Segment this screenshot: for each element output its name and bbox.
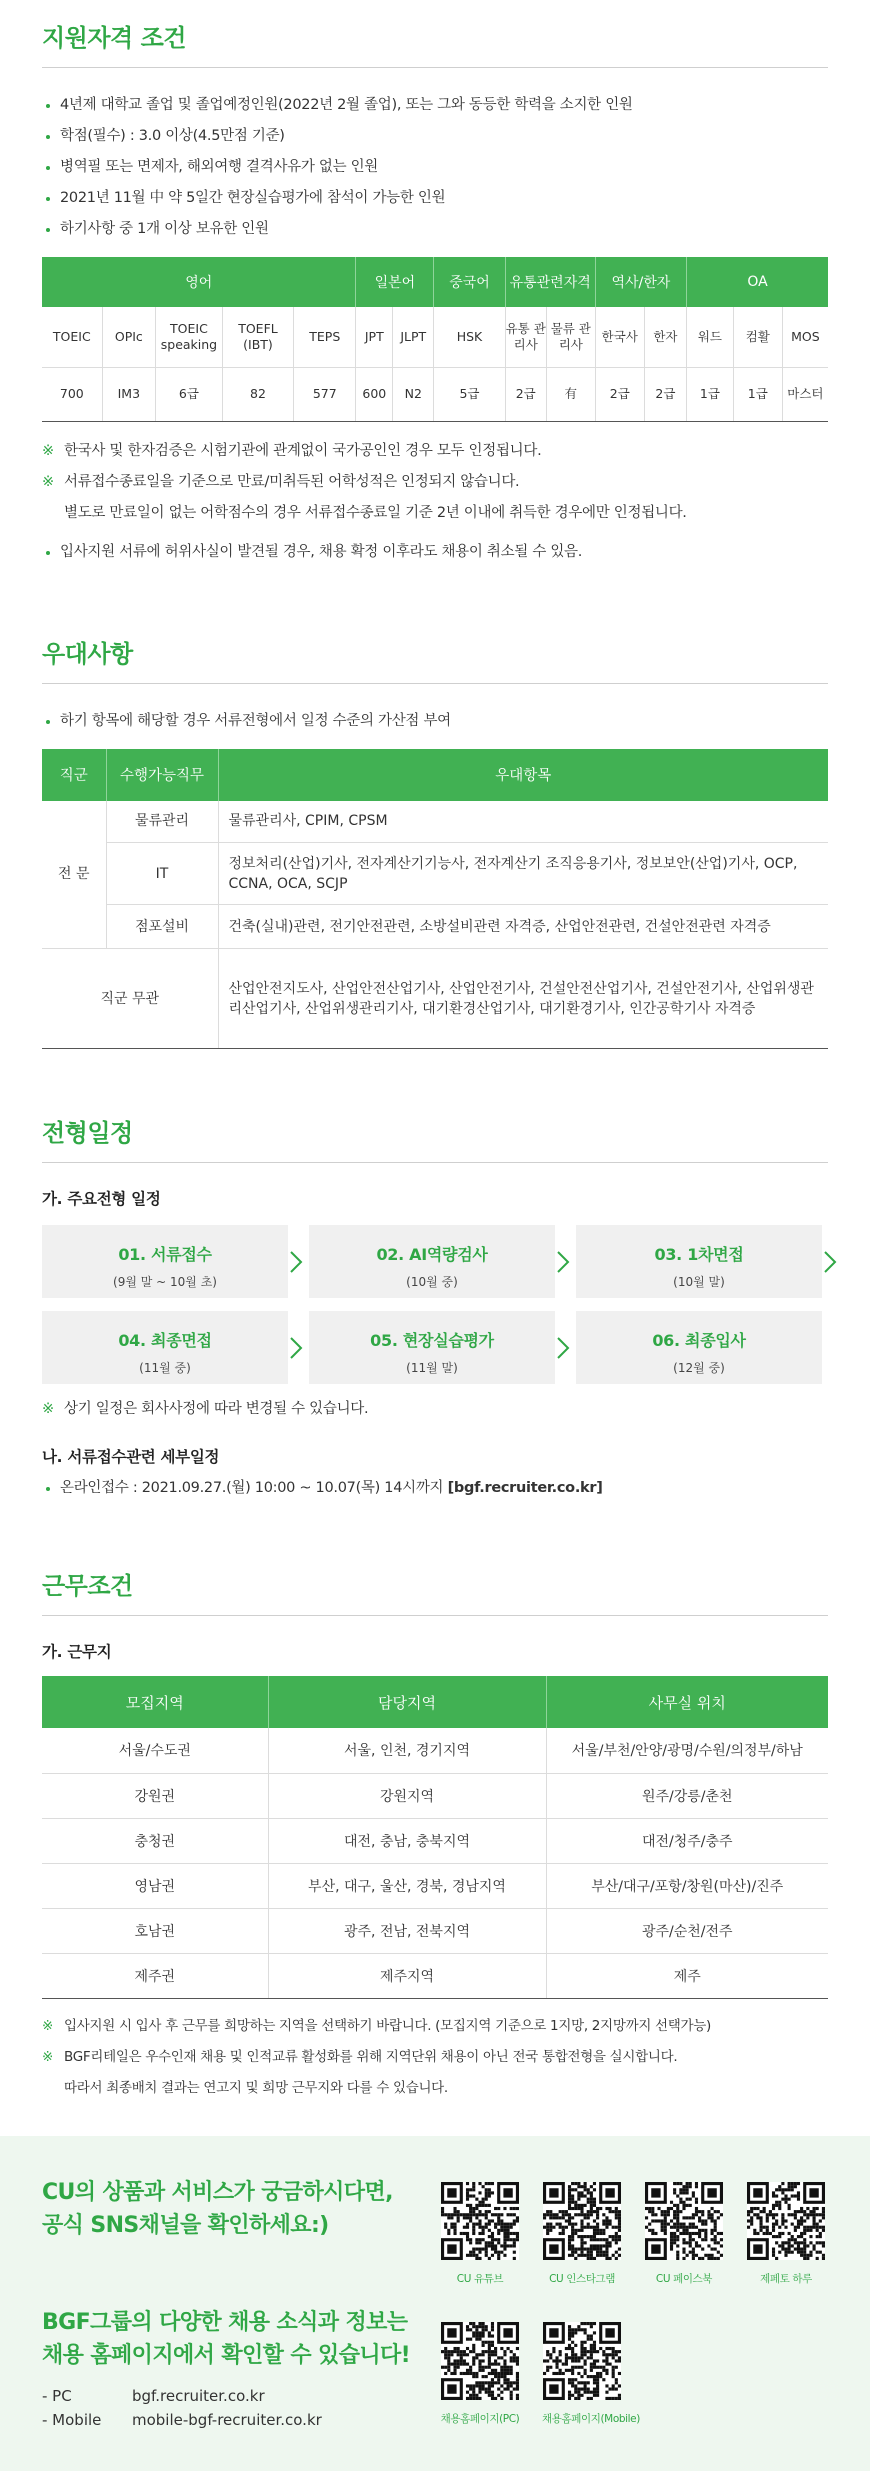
table-cell: 광주/순천/전주 xyxy=(546,1908,828,1953)
step-date: (11월 중) xyxy=(139,1361,191,1375)
qr-label: 채용홈페이지(Mobile) xyxy=(542,2412,640,2425)
note-item: ※ 서류접수종료일을 기준으로 만료/미취득된 어학성적은 인정되지 않습니다. xyxy=(42,467,828,498)
note-mark: ※ xyxy=(42,442,54,459)
table-header-row xyxy=(42,749,828,801)
chevron-right-icon xyxy=(555,1336,571,1360)
table-cell: 1급 xyxy=(687,367,734,421)
table-cell: 컴활 xyxy=(733,307,782,367)
preferences-list xyxy=(42,706,828,737)
table-cell: 직군 무관 xyxy=(42,949,218,1049)
table-cell: TOEFL (IBT) xyxy=(222,307,293,367)
qr-recruit-mobile[interactable] xyxy=(542,2322,640,2426)
note-mark: ※ xyxy=(42,2017,54,2034)
table-cell: 정보처리(산업)기사, 전자계산기기능사, 전자계산기 조직응용기사, 정보보안(산업)기사, OCP, CCNA, OCA, SCJP xyxy=(218,843,828,905)
table-cell: 제주지역 xyxy=(268,1953,546,1998)
pc-link-row: - PC bgf.recruiter.co.kr xyxy=(42,2386,265,2405)
preferences-table xyxy=(42,749,828,1050)
list-item: 하기 항목에 해당할 경우 서류전형에서 일정 수준의 가산점 부여 xyxy=(42,706,828,737)
table-cell: TOEIC xyxy=(42,307,102,367)
step-title: 03. 1차면접 xyxy=(654,1245,744,1264)
qr-label: CU 페이스북 xyxy=(655,2272,713,2285)
table-row xyxy=(42,801,828,843)
note-continuation: 별도로 만료일이 없는 어학점수의 경우 서류접수종료일 기준 2년 이내에 취득한 경우에만 인정됩니다. xyxy=(64,504,687,521)
qualifications-notes xyxy=(42,436,828,529)
table-cell: 강원지역 xyxy=(268,1773,546,1818)
table-row xyxy=(42,1818,828,1863)
column-header: 역사/한자 xyxy=(595,257,686,307)
table-cell: 물류관리 xyxy=(106,801,218,843)
online-application-list xyxy=(42,1473,828,1504)
chevron-right-icon xyxy=(555,1250,571,1274)
step-date: (10월 중) xyxy=(406,1275,458,1289)
table-cell: 강원권 xyxy=(42,1773,268,1818)
table-cell: 서울, 인천, 경기지역 xyxy=(268,1728,546,1773)
table-cell: 有 xyxy=(546,367,595,421)
column-header: 중국어 xyxy=(434,257,505,307)
table-cell: HSK xyxy=(434,307,505,367)
step-date: (12월 중) xyxy=(673,1361,725,1375)
table-cell: TEPS xyxy=(294,307,356,367)
recruit-links xyxy=(42,2384,322,2432)
column-header: 일본어 xyxy=(356,257,434,307)
table-cell: 2급 xyxy=(644,367,686,421)
table-cell: 한자 xyxy=(644,307,686,367)
table-cell: 유통 관리사 xyxy=(505,307,546,367)
table-cell: 1급 xyxy=(733,367,782,421)
qr-code-icon xyxy=(645,2182,723,2260)
schedule-steps xyxy=(42,1225,828,1384)
qualifications-list xyxy=(42,90,828,245)
table-cell: OPIc xyxy=(102,307,155,367)
qr-label: CU 인스타그램 xyxy=(549,2272,615,2285)
note-item: ※ 상기 일정은 회사사정에 따라 변경될 수 있습니다. xyxy=(42,1394,828,1425)
step-title: 05. 현장실습평가 xyxy=(370,1331,494,1350)
table-cell: 제주 xyxy=(546,1953,828,1998)
mobile-link-row: - Mobile mobile-bgf-recruiter.co.kr xyxy=(42,2410,322,2429)
table-cell: 건축(실내)관련, 전기안전관련, 소방설비관련 자격증, 산업안전관련, 건설안전관련 자격증 xyxy=(218,905,828,949)
note-mark: ※ xyxy=(42,473,54,490)
work-notes xyxy=(42,2011,828,2104)
qr-code-icon xyxy=(441,2322,519,2400)
table-row xyxy=(42,1863,828,1908)
table-cell: 마스터 xyxy=(782,367,828,421)
list-item: 온라인접수 : 2021.09.27.(월) 10:00 ~ 10.07(목) 14시까지 [bgf.recruiter.co.kr] xyxy=(42,1473,828,1504)
table-cell: 서울/부천/안양/광명/수원/의정부/하남 xyxy=(546,1728,828,1773)
table-cell: 제주권 xyxy=(42,1953,268,1998)
table-cell: 6급 xyxy=(156,367,223,421)
table-cell: 한국사 xyxy=(595,307,644,367)
table-cell: JLPT xyxy=(393,307,434,367)
work-section xyxy=(0,1548,870,2104)
table-header-row xyxy=(42,257,828,307)
table-cell: 577 xyxy=(294,367,356,421)
table-row xyxy=(42,905,828,949)
qr-youtube[interactable] xyxy=(440,2182,520,2286)
table-row xyxy=(42,1908,828,1953)
recruit-site-link[interactable]: [bgf.recruiter.co.kr] xyxy=(447,1480,603,1496)
column-header: 담당지역 xyxy=(268,1676,546,1728)
qr-code-icon xyxy=(543,2322,621,2400)
sns-message: CU의 상품과 서비스가 궁금하시다면, 공식 SNS채널을 확인하세요:) xyxy=(42,2179,393,2238)
work-title: 근무조건 xyxy=(42,1548,828,1616)
schedule-step xyxy=(42,1225,288,1298)
mobile-url-link[interactable]: mobile-bgf-recruiter.co.kr xyxy=(132,2410,322,2429)
table-row xyxy=(42,1773,828,1818)
table-cell: 물류 관리사 xyxy=(546,307,595,367)
qualifications-title: 지원자격 조건 xyxy=(42,0,828,68)
table-cell: IT xyxy=(106,843,218,905)
preferences-title: 우대사항 xyxy=(42,616,828,684)
footer-banner xyxy=(0,2136,870,2471)
table-row xyxy=(42,307,828,367)
certificate-table xyxy=(42,257,828,422)
table-row xyxy=(42,367,828,421)
table-cell: 600 xyxy=(356,367,393,421)
qr-facebook[interactable] xyxy=(644,2182,724,2286)
qr-label: CU 유튜브 xyxy=(456,2272,504,2285)
note-item: ※ BGF리테일은 우수인재 채용 및 인적교류 활성화를 위해 지역단위 채용이 아닌 전국 통합전형을 실시합니다. xyxy=(42,2042,828,2073)
list-item: 하기사항 중 1개 이상 보유한 인원 xyxy=(42,214,828,245)
table-cell: 대전, 충남, 충북지역 xyxy=(268,1818,546,1863)
table-cell: 서울/수도권 xyxy=(42,1728,268,1773)
step-date: (10월 말) xyxy=(673,1275,725,1289)
column-header: 영어 xyxy=(42,257,356,307)
schedule-title: 전형일정 xyxy=(42,1095,828,1163)
step-date: (9월 말 ~ 10월 초) xyxy=(113,1275,217,1289)
table-cell: MOS xyxy=(782,307,828,367)
table-cell: 점포설비 xyxy=(106,905,218,949)
schedule-step xyxy=(309,1225,555,1298)
table-cell: 원주/강릉/춘천 xyxy=(546,1773,828,1818)
table-cell: 2급 xyxy=(505,367,546,421)
warning-list xyxy=(42,537,828,568)
schedule-step xyxy=(576,1225,822,1298)
qr-code-icon xyxy=(747,2182,825,2260)
table-cell: 부산/대구/포항/창원(마산)/진주 xyxy=(546,1863,828,1908)
schedule-subheading: 가. 주요전형 일정 xyxy=(42,1190,161,1208)
note-item: ※ 입사지원 시 입사 후 근무를 희망하는 지역을 선택하기 바랍니다. (모집지역 기준으로 1지망, 2지망까지 선택가능) xyxy=(42,2011,828,2042)
table-row xyxy=(42,843,828,905)
qr-zepeto[interactable] xyxy=(746,2182,826,2286)
chevron-right-icon xyxy=(822,1250,838,1274)
column-header: 사무실 위치 xyxy=(546,1676,828,1728)
table-cell: 물류관리사, CPIM, CPSM xyxy=(218,801,828,843)
table-cell: 충청권 xyxy=(42,1818,268,1863)
step-date: (11월 말) xyxy=(406,1361,458,1375)
schedule-subheading: 나. 서류접수관련 세부일정 xyxy=(42,1448,220,1466)
list-item: 학점(필수) : 3.0 이상(4.5만점 기준) xyxy=(42,121,828,152)
qr-code-icon xyxy=(543,2182,621,2260)
table-cell: N2 xyxy=(393,367,434,421)
table-header-row xyxy=(42,1676,828,1728)
qr-instagram[interactable] xyxy=(542,2182,622,2286)
list-item: 입사지원 서류에 허위사실이 발견될 경우, 채용 확정 이후라도 채용이 취소될 수 있음. xyxy=(42,537,828,568)
recruit-message: BGF그룹의 다양한 채용 소식과 정보는 채용 홈페이지에서 확인할 수 있습니다! xyxy=(42,2309,411,2368)
step-title: 04. 최종면접 xyxy=(118,1331,212,1350)
schedule-section xyxy=(0,1095,870,1504)
work-subheading: 가. 근무지 xyxy=(42,1643,112,1661)
table-cell: 부산, 대구, 울산, 경북, 경남지역 xyxy=(268,1863,546,1908)
table-row xyxy=(42,949,828,1049)
column-header: OA xyxy=(687,257,828,307)
note-item: ※ 한국사 및 한자검증은 시험기관에 관계없이 국가공인인 경우 모두 인정됩니다. xyxy=(42,436,828,467)
qr-code-icon xyxy=(441,2182,519,2260)
column-header: 유통관련자격 xyxy=(505,257,595,307)
list-item: 병역필 또는 면제자, 해외여행 결격사유가 없는 인원 xyxy=(42,152,828,183)
qr-recruit-pc[interactable] xyxy=(440,2322,520,2426)
chevron-right-icon xyxy=(288,1250,304,1274)
note-continuation: 따라서 최종배치 결과는 연고지 및 희망 근무지와 다를 수 있습니다. xyxy=(64,2079,448,2096)
column-header: 모집지역 xyxy=(42,1676,268,1728)
column-header: 수행가능직무 xyxy=(106,749,218,801)
table-cell: IM3 xyxy=(102,367,155,421)
schedule-step xyxy=(309,1311,555,1384)
table-cell: 대전/청주/충주 xyxy=(546,1818,828,1863)
column-header: 우대항목 xyxy=(218,749,828,801)
table-cell: TOEIC speaking xyxy=(156,307,223,367)
table-cell: 700 xyxy=(42,367,102,421)
table-cell: 산업안전지도사, 산업안전산업기사, 산업안전기사, 건설안전산업기사, 건설안전기사, 산업위생관리산업기사, 산업위생관리기사, 대기환경산업기사, 대기환경기사, 인간공학기사 자격증 xyxy=(218,949,828,1049)
note-mark: ※ xyxy=(42,2048,54,2065)
table-cell: 5급 xyxy=(434,367,505,421)
qr-label: 채용홈페이지(PC) xyxy=(440,2412,520,2425)
column-header: 직군 xyxy=(42,749,106,801)
step-title: 02. AI역량검사 xyxy=(376,1245,488,1264)
chevron-right-icon xyxy=(288,1336,304,1360)
note-mark: ※ xyxy=(42,1401,54,1417)
schedule-step xyxy=(576,1311,822,1384)
preferences-section xyxy=(0,616,870,1050)
list-item: 2021년 11월 中 약 5일간 현장실습평가에 참석이 가능한 인원 xyxy=(42,183,828,214)
schedule-step xyxy=(42,1311,288,1384)
qualifications-section xyxy=(0,0,870,568)
table-cell: 2급 xyxy=(595,367,644,421)
work-location-table xyxy=(42,1676,828,1999)
table-cell: 82 xyxy=(222,367,293,421)
step-title: 01. 서류접수 xyxy=(118,1245,212,1264)
table-cell: 영남권 xyxy=(42,1863,268,1908)
table-cell: 워드 xyxy=(687,307,734,367)
table-cell: 호남권 xyxy=(42,1908,268,1953)
qr-label: 제페토 하루 xyxy=(760,2272,812,2285)
table-cell: 전 문 xyxy=(42,801,106,949)
table-row xyxy=(42,1728,828,1773)
table-cell: 광주, 전남, 전북지역 xyxy=(268,1908,546,1953)
table-row xyxy=(42,1953,828,1998)
step-title: 06. 최종입사 xyxy=(652,1331,746,1350)
table-cell: JPT xyxy=(356,307,393,367)
list-item: 4년제 대학교 졸업 및 졸업예정인원(2022년 2월 졸업), 또는 그와 동등한 학력을 소지한 인원 xyxy=(42,90,828,121)
pc-url-link[interactable]: bgf.recruiter.co.kr xyxy=(132,2386,265,2405)
